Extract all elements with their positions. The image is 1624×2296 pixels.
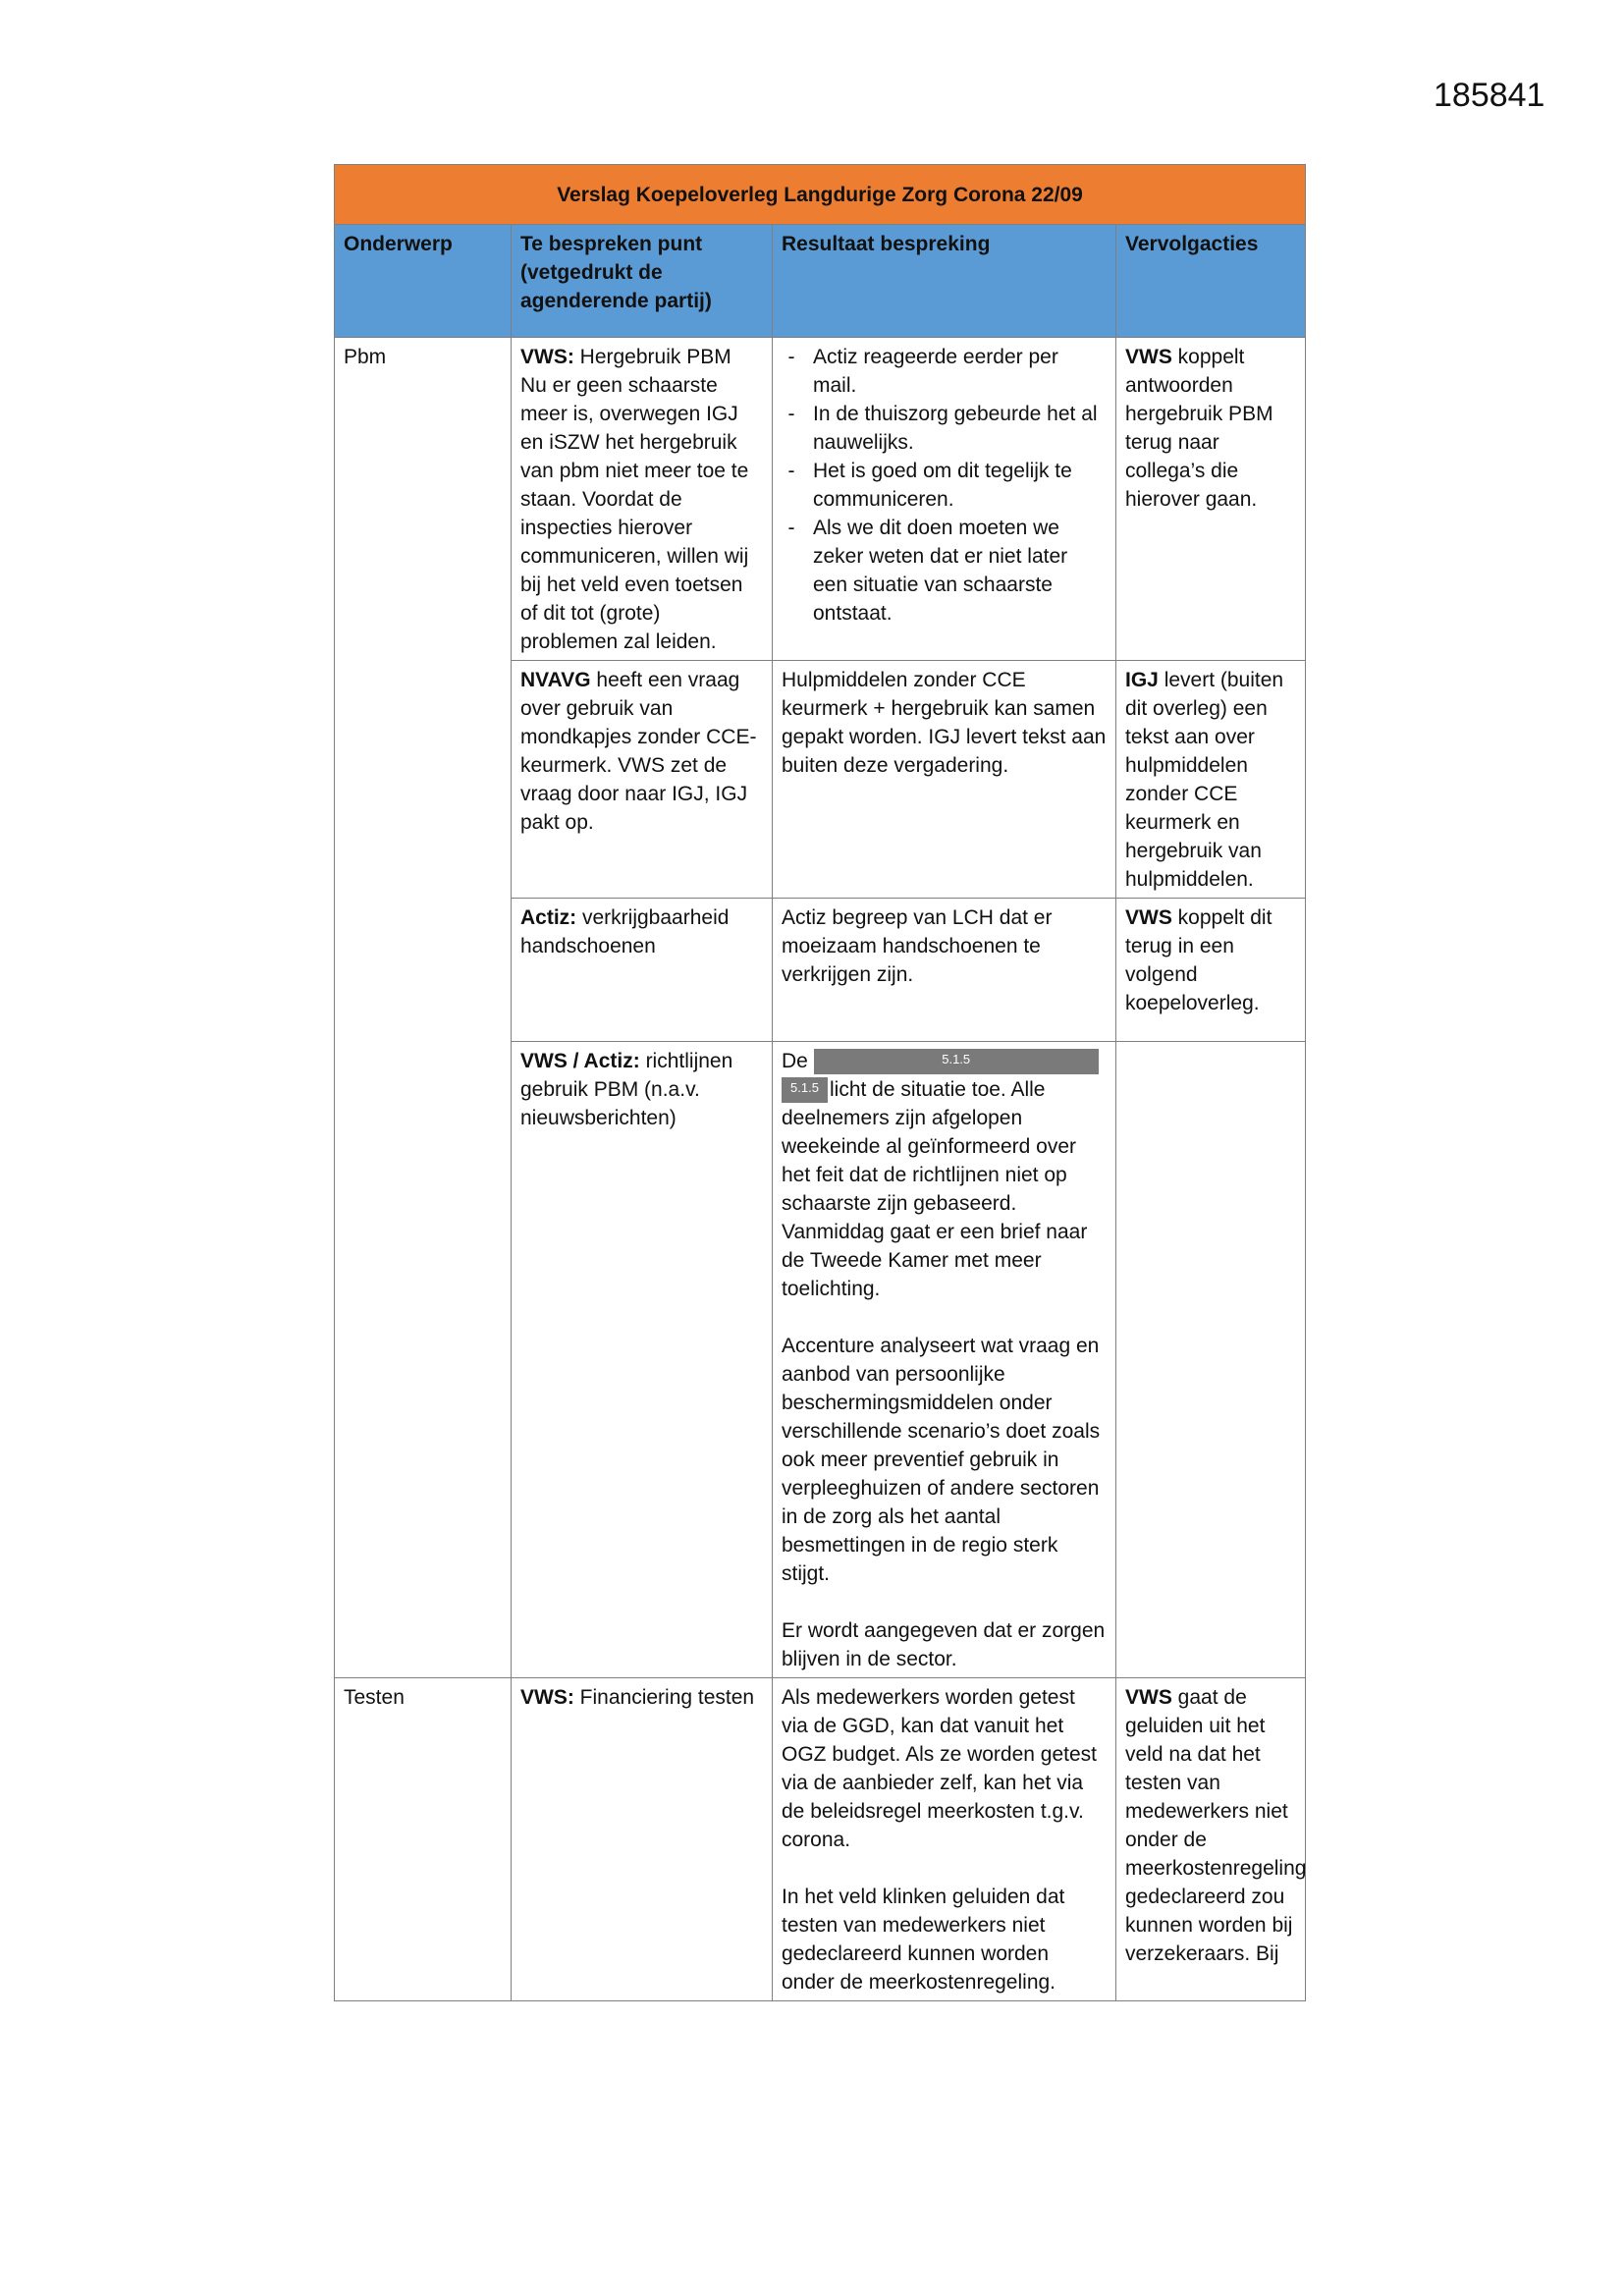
header-punt: Te bespreken punt (vetgedrukt de agenderende partij) bbox=[512, 225, 773, 338]
party-label: Actiz: bbox=[520, 906, 577, 929]
header-resultaat: Resultaat bespreking bbox=[773, 225, 1116, 338]
party-label: VWS / Actiz: bbox=[520, 1050, 640, 1072]
follow-up-cell bbox=[1116, 1678, 1306, 2001]
follow-up-text: koppelt antwoorden hergebruik PBM terug naar collega’s die hierover gaan. bbox=[1125, 346, 1273, 511]
result-paragraph: Als medewerkers worden getest via de GGD, kan dat vanuit het OGZ budget. Als ze worden getest via de aanbieder zelf, kan het via de beleidsregel meerkosten t.g.v. corona. bbox=[782, 1686, 1098, 1851]
subject-cell: Pbm bbox=[335, 338, 512, 1678]
party-label: NVAVG bbox=[520, 669, 591, 691]
party-label: VWS: bbox=[520, 1686, 574, 1709]
agenda-point-cell bbox=[512, 661, 773, 899]
subject-cell: Testen bbox=[335, 1678, 512, 2001]
result-cell bbox=[773, 1678, 1116, 2001]
redaction-block: 5.1.5 bbox=[782, 1077, 828, 1103]
agenda-point-text: Hergebruik PBM Nu er geen schaarste meer is, overwegen IGJ en iSZW het hergebruik van pbm niet meer toe te staan. Voordat de inspecties hierover communiceren, willen wij bij het veld even toetsen of dit tot (grote) problemen zal leiden. bbox=[520, 346, 749, 653]
list-item: - Het is goed om dit tegelijk te communiceren. bbox=[813, 457, 1107, 514]
result-paragraph bbox=[782, 1047, 1107, 1303]
list-item: - In de thuiszorg gebeurde het al nauwelijks. bbox=[813, 400, 1107, 457]
table-title-row bbox=[335, 165, 1306, 225]
result-cell: Actiz begreep van LCH dat er moeizaam handschoenen te verkrijgen zijn. bbox=[773, 899, 1116, 1042]
result-list bbox=[782, 343, 1107, 628]
party-label: VWS bbox=[1125, 906, 1172, 929]
result-cell bbox=[773, 338, 1116, 661]
table-row bbox=[335, 338, 1306, 661]
party-label: IGJ bbox=[1125, 669, 1159, 691]
agenda-point-text: Financiering testen bbox=[573, 1686, 755, 1709]
header-vervolg: Vervolgacties bbox=[1116, 225, 1306, 338]
header-onderwerp: Onderwerp bbox=[335, 225, 512, 338]
party-label: VWS bbox=[1125, 346, 1172, 368]
follow-up-cell bbox=[1116, 899, 1306, 1042]
list-item: - Actiz reageerde eerder per mail. bbox=[813, 343, 1107, 400]
agenda-point-text: verkrijgbaarheid handschoenen bbox=[520, 906, 730, 957]
result-cell: Hulpmiddelen zonder CCE keurmerk + hergebruik kan samen gepakt worden. IGJ levert tekst aan buiten deze vergadering. bbox=[773, 661, 1116, 899]
meeting-report-table bbox=[334, 164, 1306, 2001]
table-row bbox=[335, 1678, 1306, 2001]
party-label: VWS: bbox=[520, 346, 574, 368]
table-header-row bbox=[335, 225, 1306, 338]
table-title: Verslag Koepeloverleg Langdurige Zorg Corona 22/09 bbox=[335, 165, 1306, 225]
follow-up-cell bbox=[1116, 661, 1306, 899]
follow-up-cell bbox=[1116, 1042, 1306, 1678]
redaction-block: 5.1.5 bbox=[814, 1049, 1099, 1074]
follow-up-cell bbox=[1116, 338, 1306, 661]
agenda-point-text: heeft een vraag over gebruik van mondkapjes zonder CCE-keurmerk. VWS zet de vraag door naar IGJ, IGJ pakt op. bbox=[520, 669, 757, 834]
follow-up-text: gaat de geluiden uit het veld na dat het testen van medewerkers niet onder de meerkostenregeling gedeclareerd zou kunnen worden bij verzekeraars. Bij bbox=[1125, 1686, 1307, 1965]
follow-up-text: levert (buiten dit overleg) een tekst aan over hulpmiddelen zonder CCE keurmerk en hergebruik van hulpmiddelen. bbox=[1125, 669, 1284, 891]
agenda-point-cell bbox=[512, 338, 773, 661]
result-cell bbox=[773, 1042, 1116, 1678]
agenda-point-cell bbox=[512, 1042, 773, 1678]
agenda-point-cell bbox=[512, 1678, 773, 2001]
agenda-point-cell bbox=[512, 899, 773, 1042]
result-text: licht de situatie toe. Alle deelnemers zijn afgelopen weekeinde al geïnformeerd over het feit dat de richtlijnen niet op schaarste zijn gebaseerd. Vanmiddag gaat er een brief naar de Tweede Kamer met meer toelichting. bbox=[782, 1078, 1088, 1300]
result-paragraph: Accenture analyseert wat vraag en aanbod van persoonlijke beschermingsmiddelen onder verschillende scenario’s doet zoals ook meer preventief gebruik in verpleeghuizen of andere sectoren in de zorg als het aantal besmettingen in de regio sterk stijgt. bbox=[782, 1335, 1101, 1585]
page-number: 185841 bbox=[1434, 77, 1545, 114]
follow-up-text: koppelt dit terug in een volgend koepeloverleg. bbox=[1125, 906, 1272, 1014]
result-prefix: De bbox=[782, 1050, 808, 1072]
result-paragraph: In het veld klinken geluiden dat testen van medewerkers niet gedeclareerd kunnen worden onder de meerkostenregeling. bbox=[782, 1886, 1065, 1994]
agenda-point-text: richtlijnen gebruik PBM (n.a.v. nieuwsberichten) bbox=[520, 1050, 733, 1129]
list-item: - Als we dit doen moeten we zeker weten dat er niet later een situatie van schaarste ontstaat. bbox=[813, 514, 1107, 628]
result-paragraph: Er wordt aangegeven dat er zorgen blijven in de sector. bbox=[782, 1619, 1106, 1670]
party-label: VWS bbox=[1125, 1686, 1172, 1709]
